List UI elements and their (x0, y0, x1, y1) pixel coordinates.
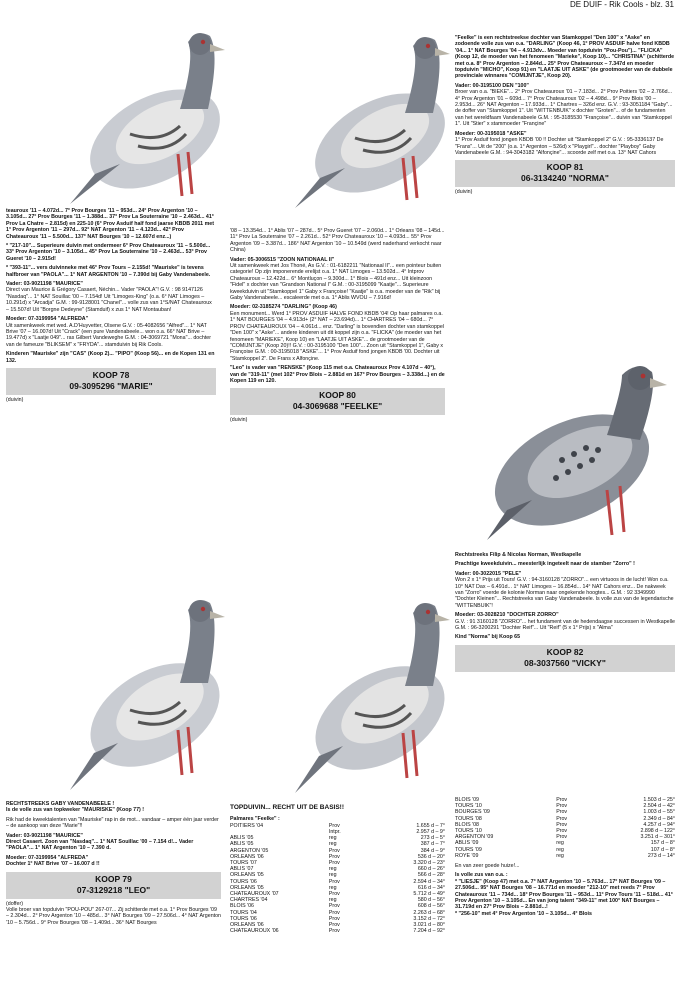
result-cell: 384 d – 9° (420, 847, 445, 854)
result-cell: 3.021 d – 80° (413, 922, 445, 929)
level-cell: reg (328, 841, 337, 848)
more-text: En van zeer goede huize!... (455, 863, 520, 870)
race-cell: TOURS '06 (230, 915, 257, 922)
marie-note: Rik had de kweektalenten van "Mauriske" rap in de mot... vandaar – amper één jaar verder – de aankoop van deze "Marie"!! (6, 816, 219, 830)
level-cell: reg (328, 884, 337, 891)
level-cell: Prov (556, 828, 568, 835)
koop-81-banner (455, 160, 675, 187)
dam-label: Moeder: 07-3199954 "ALFREDA" (6, 854, 89, 861)
race-cell: ABLIS '05 (230, 841, 254, 848)
race-cell: ORLEANS '05 (230, 872, 264, 879)
result-cell: 273 d – 5° (420, 835, 445, 842)
race-cell: POITIERS '04 (230, 822, 264, 829)
result-cell: 2.594 d – 34° (413, 878, 445, 885)
race-cell: TOURS '04 (230, 909, 257, 916)
level-cell: Prov (328, 909, 340, 916)
result-row (230, 928, 445, 934)
sister-liesje: * "LIESJE" (Koop 47) met o.a. 7° NAT Argenton '10 – 5.763d... 17° NAT Bourges '09 – 27.506d... 95° NAT Bourges '08 – 16.771d en moeder "212-10" met reeds 7° Prov Chateauroux '11 – 734d... 18° Prov Bourges '11 – 953d... 11° Prov Tours '11 – 518d... 41° Prov Argenton '10 – 3.105d... En van jong talent "349-11" met 100° NAT Bourges – 31.719d en 27° Prov Blois – 2.881d...! (455, 878, 673, 911)
results-table (455, 797, 675, 859)
level-cell: Prov (328, 878, 340, 885)
level-cell: Prov (556, 809, 568, 816)
result-cell: 7.204 d – 92° (413, 928, 445, 935)
column-1-bottom (6, 801, 221, 929)
page-header: DE DUIF - Rik Cools - blz. 31 (569, 0, 674, 9)
result-row (455, 853, 675, 859)
sire-label: Vader: 00-3022015 "PELE" (455, 570, 522, 577)
mauriske-offspring-217: * "217-10"... Superieure duivin met ondermeer 6° Prov Chateauroux '11 – 5.500d... 33° Prov Argenton '10 – 3.105d... 45° Prov La Souterraine '10 – 2.463d... 53° Prov Gueret '10 – 2.915d! (6, 243, 211, 262)
leo-dam-results: '08 – 13.354d... 1° Ablis '07 – 287d... 5° Prov Gueret '07 – 2.060d... 1° Orleans '08 – 145d... 11° Prov La Souterraine '07 – 2.261d... 52° Prov Chateauroux '10 – 4.093d... 55° Prov Argenton '09 – 3.387d... 186° NAT Argenton '10 – 10.549d (werd naderhand verkocht naar China) (230, 228, 445, 254)
race-cell: ORLEANS '06 (230, 853, 264, 860)
level-cell: Prov (556, 803, 568, 810)
race-cell: TOURS '06 (230, 878, 257, 885)
sire-text: Direct Casaert. Zoon van "Nasdaq"... 1° NAT Souillac '00 – 7.154 d!... Vader "PAOLA"... 1° NAT Argenton '10 – 7.390 d. (6, 839, 194, 852)
race-cell: TOURS '07 (230, 860, 257, 867)
result-cell: 1.503 d – 25° (643, 797, 675, 803)
level-cell: Prov (328, 860, 340, 867)
pigeon-photo-marie (60, 575, 230, 800)
koop-82-banner (455, 645, 675, 672)
race-cell: BLOIS '06 (230, 903, 254, 910)
mauriske-offspring-393: * "393-11"... vers duivinneke met 46° Prov Tours – 2.155d! "Mauriske" is tevens halfbroer van "PAOLA"... 1° NAT ARGENTON '10 – 7.390d bij Gaby Vandenabeele. (6, 265, 211, 278)
race-cell: ARGENTON '05 (230, 847, 269, 854)
level-cell: reg (328, 835, 337, 842)
race-cell: CHATEAUROUX '07 (230, 891, 279, 898)
level-cell: Prov (328, 853, 340, 860)
koop-ring: 04-3069688 "FEELKE" (292, 401, 383, 412)
koop-title: KOOP 79 (95, 873, 132, 884)
result-cell: 157 d – 8° (650, 840, 675, 847)
column-3-bottom (455, 797, 675, 920)
result-cell: 580 d – 56° (417, 897, 445, 904)
sire-text: Uit samenkweek met Jos Thoné, As G.V. : 01-6182211 "Nationaal II"... een pointeur buiten categorie! Op zijn imponerende erelijst o.a. 1° NAT Limoges – 13.502d... 4° Intprov Chateauroux – 12.422d... 6° Montluçon – 9.300d... 1° Blois – 491d enz... Uit kleinzoon "Fidel" x dochter van "Grandson National I" G.M. : 00-3195099 "Kaatje"... Superieure kweekduivin uit "Stamkoppel 1" Gaby x Françoise! "Kaatje" is o.a. moeder van de "Rik" bij Gaby Vandenabeele... escaleerde met o.a. 1° Ablis WVOU – 7.916d! (230, 263, 442, 302)
result-cell: 3.251 d – 301° (640, 834, 675, 841)
race-cell: BOURGES '09 (455, 809, 490, 816)
sister-256-10: * "256-10" met 4° Prov Argenton '10 – 3.105d... 4° Blois (455, 910, 592, 917)
dam-text: Dochter 1° NAT Brive '07 – 16.007 d !! (6, 861, 100, 868)
mauriske-children: Kinderen "Mauriske" zijn "CAS" (Koop 2)... "PIPO" (Koop 56)... en de Kopen 131 en 132. (6, 351, 215, 364)
norma-praise: Prachtige kweekduivin... meesterlijk ingeteelt naar de stamber "Zorro" ! (455, 561, 635, 568)
sex-label: (duivin) (455, 189, 473, 196)
dam-label: Moeder: 00-3195018 "ASKE" (455, 130, 527, 137)
level-cell: reg (328, 872, 337, 879)
race-cell: TOURS '10 (455, 803, 482, 810)
level-cell: Prov (328, 847, 340, 854)
koop-78-banner (6, 368, 216, 395)
dam-label: Moeder: 02-3185274 "DARLING" (Koop 46) (230, 304, 337, 311)
level-cell: Prov (328, 915, 340, 922)
norma-child: Kind "Norma" bij Koop 65 (455, 634, 521, 641)
result-cell: 608 d – 56° (417, 903, 445, 910)
result-cell: 3.152 d – 72° (413, 915, 445, 922)
koop-ring: 08-3037560 "VICKY" (524, 657, 606, 668)
sire-text: Won 2 x 1° Prijs uit Tours! G.V. : 94-3160128 "ZORRO"... een virtuoos in de lucht! Won o.a. 10° NAT Dax – 6.491d... 1° NAT Limoges – 16.854d... 14° NAT Cahors enz... De nakweek van "Zorro" voerde de kolonie Norman naar ongekende hoogtes... G.M. : 92 3349990 "Dochter Kleinen"... Rechtstreeks van Gaby Vandenabeele. Is volle zus van de legendarische "WITTENBUIK"! (455, 577, 674, 609)
level-cell: Prov (556, 797, 568, 803)
race-cell: ABLIS '09 (455, 840, 479, 847)
leo-description: Volle broer van topduivin "POU-POU" 267-07... Zij schitterde met o.a. 1° Prov Bourges '09 – 2.304d... 2° Prov Argenton '10 – 485d... 3° NAT Bourges '09 – 27.506d... 4° NAT Argenton '10 – 5.756d... 9° Prov Bourges '08 – 1.409d... 36° NAT Bourges (6, 907, 221, 926)
sister-label: Is volle zus van o.a. : (455, 872, 508, 879)
leo-offspring: "Leo" is vader van "RENSKE" (Koop 115 met o.a. Chateauroux Prov 4.107d – 40°), van de "319-11" (met 102° Prov Blois – 2.881d en 167° Prov Bourges – 3.338d...) en de Kopen 119 en 120. (230, 365, 445, 384)
mauriske-results: teauroux '11 – 4.072d... 7° Prov Bourges '11 – 953d... 24° Prov Argenton '10 – 3.105d... 27° Prov Bourges '11 – 1.388d... 37° Prov La Souterraine '10 – 2.463d... 41° Prov La Chatre – 2.815d) en 225-10 (6° Prov Asduif half fond jaarse KBDB 2011 met 1° Prov Argenton '11 – 297d... 92° NAT Argenton '11 – 4.123d... 42° Prov Chateauroux '11 – 5.500d... 137° NAT Bourges '10 – 12.607d enz...) (6, 208, 214, 240)
level-cell: reg (328, 866, 337, 873)
race-cell: ARGENTON '09 (455, 834, 494, 841)
level-cell: Prov (328, 922, 340, 929)
norma-source: Rechtstreeks Filip & Nicolas Norman, Westkapelle (455, 552, 582, 558)
level-cell: reg (556, 840, 564, 847)
column-1-top (6, 208, 216, 403)
pigeon-photo-darling (285, 18, 455, 218)
result-cell: 616 d – 34° (417, 884, 445, 891)
result-cell: 5.712 d – 49° (413, 891, 445, 898)
sex-label: (duivin) (6, 396, 24, 403)
result-row (455, 834, 675, 840)
column-3-top (455, 35, 675, 196)
race-cell: ROYE '09 (455, 852, 479, 859)
sire-label: Vader: 05-3006515 "ZOON NATIONAAL II" (230, 256, 335, 263)
sire-text: Direct van Maurice & Grégory Casaert, Néchin... Vader "PAOLA"! G.V. : 98 9147126 "Nasdaq"... 1° NAT Souillac '00 – 7.154d! Uit "Limoges-King" (o.a. 6° NAT Limoges – 10.291d) x "Arcadja" G.M. : 99-9128001 "Chanel"... volle zus van 1°S/NAT Chateauroux – 15.507d! Uit "Borgne Dedeyne" (Stamduif) x zus 1° NAT Montauban! (6, 287, 212, 313)
race-cell: ORLEANS '06 (230, 922, 264, 929)
level-cell: Prov (328, 891, 340, 898)
sex-label: (doffer) (6, 900, 23, 907)
feelke-intro: "Feelke" is een rechtstreekse dochter van Stamkoppel "Den 100" x "Aske" en zodoende volle zus van o.a. "DARLING" (Koop 46, 1° PROV ASDUIF halve fond KBDB '04... 1° NAT Bourges '04 – 4.913dv... Moeder van topduivin "Pou-Pou")... "FLICKA" (Koop 12, de moeder van het fenomeen "Marieke", Koop 10)... "CHRISTINA" (schitterde met o.a. 8° Prov Argenton – 2.844d... 25° Prov Chateauroux – 7.347d en moeder topduivin "MICHO", Koop 91) en "LAATJE UIT ASKE" (de grootmoeder van de dubbele provinciale winnares "COMIJNTJE", Koop 20). (455, 35, 675, 80)
level-cell: reg (328, 897, 337, 904)
sire-text: Broer van o.a. "BIEKE"... 2° Prov Chateauroux '01 – 7.183d... 2° Prov Poitiers '02 – 2.766d... 4° Prov Argenton '01 – 609d... 7° Prov Chateauroux '02 – 4.498d... 9° Prov Blois '00 – 2.953d... 26° NAT Argenton – 17.933d... 1° Chartres – 326d enz. G.V. : 93-3051184 "Gaby"... de doffer van "Stamkoppel 1". Uit "WITTENBUIK" x dochter "Groten"... of de fundamenten van het wereldfaam Vandenabeele G.M. : 95-3185530 "Françoise"... duivin van "Stamkoppel 1". Uit "Stier" x stammoeder "Françine" (455, 89, 673, 128)
dam-label: Moeder: 03-3028210 "DOCHTER ZORRO" (455, 612, 559, 619)
koop-title: KOOP 81 (546, 162, 584, 173)
dam-text: G.V. : 91 3160128 "ZORRO"... het fundament van de hedendaagse successen in Westkapelle G.M. : 96-3200291 "Dochter Reif"... Uit "Reif" (5 x 1° Prijs) x "Alma" (455, 618, 675, 632)
result-cell: 1.655 d – 7° (416, 822, 445, 829)
dam-text: 1° Prov Asduif fond jongen KBDB '00 !! Dochter uit "Stamkoppel 2" G.V. : 95-3336137 De "Frans"... Uit de "200" (o.a. 1° Argenton – 526d) x "Playgirl"... dochter "Playboy" Gaby Vandenabeele G.M. : 94-3043182 "Alfonçine"... scoorde zelf met o.a. 13° NAT Cahors (455, 137, 664, 156)
sire-label: Vader: 03-9021198 "MAURICE" (6, 281, 83, 288)
race-cell: TOURS '09 (455, 846, 482, 853)
dam-text: Een monument... Werd 1° PROV ASDUIF HALVE FOND KBDB '04! Op haar palmares o.a. 1° NAT BOURGES '04 – 4.913d+ (2° NAT – 23.694d)... 1° CHARTRES '04 – 680d... 7° PROV CHATEAUROUX '04 – 4.061d... enz. "Darling" is bovendien dochter van stamkoppel "Den 100" x "Aske"... andere kinderen uit dit koppel zijn o.a. "FLICKA" (de moeder van het fenomeen "MARIEKE", Koop 10) en "LAATJE UIT ASKE"... de grootmoeder van de "COMIJNTJE" (Koop 20)!! G.V. : 00-3195100 "Den 100"... Zoon uit "Stamkoppel 1", Gaby x Françoise G.M. : 00-3195018 "ASKE"... 1° Prov Asduif fond jongen KBDB '00. Dochter uit "Stamkoppel 2". De Frans x Alfonçine. (230, 310, 445, 362)
palmares-label: Palmares "Feelke" : (230, 816, 280, 823)
koop-ring: 09-3095296 "MARIE" (69, 380, 153, 391)
column-2-bottom (230, 805, 445, 934)
pigeon-photo-norma (472, 350, 682, 550)
sire-label: Vader: 03-9021198 "MAURICE" (6, 832, 83, 839)
dam-text: Uit samenkweek met wed. A.D'Huyvetter, Olsene G.V. : 05-4082656 "Alfred"... 1° NAT Brive '07 – 16.007d! Uit "Crack" (een pure Vandenabeele... won o.a. 66° NAT Brive – 19.477d) x "Laatje 049"... ras Gilbert Vandeweghe G.M. : 04-3069721 "Mona"... dochter van de fameuze "BLIKSEM" x "FRYDA"... stamduivin bij Rik Cools. (6, 322, 212, 348)
result-cell: 2.349 d – 84° (643, 815, 675, 822)
result-cell: 2.504 d – 42° (643, 803, 675, 810)
pigeon-photo-mauriske (60, 14, 230, 214)
race-cell: ABLIS '07 (230, 866, 254, 873)
koop-title: KOOP 80 (319, 390, 356, 401)
level-cell: Intpr. (328, 829, 341, 836)
race-cell: ABLIS '05 (230, 835, 254, 842)
palmares-table (230, 823, 445, 935)
result-cell: 107 d – 8° (650, 846, 675, 853)
result-cell: 387 d – 7° (420, 841, 445, 848)
koop-80-banner (230, 388, 445, 415)
sire-label: Vader: 00-3195100 DEN "100" (455, 82, 529, 89)
koop-ring: 06-3134240 "NORMA" (521, 173, 609, 184)
koop-title: KOOP 82 (546, 646, 584, 657)
column-2-top (230, 228, 445, 424)
level-cell: reg (556, 852, 564, 859)
race-cell: CHATEAUROUX '06 (230, 928, 279, 935)
sex-label: (duivin) (230, 417, 248, 424)
result-cell: 660 d – 26° (417, 866, 445, 873)
level-cell: Prov (556, 821, 568, 828)
dam-label: Moeder: 07-3199954 "ALFREDA" (6, 316, 89, 323)
result-cell: 4.257 d – 94° (643, 821, 675, 828)
result-cell: 2.957 d – 9° (416, 829, 445, 836)
result-cell: 2.263 d – 68° (413, 909, 445, 916)
result-cell: 1.003 d – 55° (643, 809, 675, 816)
koop-79-banner (6, 872, 221, 899)
level-cell: Prov (328, 928, 340, 935)
level-cell: Prov (328, 822, 340, 829)
result-cell: 566 d – 28° (417, 872, 445, 879)
race-cell: ORLEANS '05 (230, 884, 264, 891)
result-cell: 536 d – 20° (417, 853, 445, 860)
result-cell: 3.320 d – 23° (413, 860, 445, 867)
pigeon-photo-feelke (285, 578, 455, 803)
race-cell: TOURS '08 (455, 815, 482, 822)
koop-ring: 07-3129218 "LEO" (76, 884, 151, 895)
level-cell: Prov (556, 834, 568, 841)
level-cell: Prov (556, 815, 568, 822)
race-cell: BLOIS '09 (455, 797, 479, 803)
level-cell: Prov (328, 903, 340, 910)
marie-subheading: Is de volle zus van topkweker "MAURISKE" (Koop 77) ! (6, 807, 145, 814)
feelke-heading: TOPDUIVIN... RECHT UIT DE BASIS!! (230, 804, 344, 811)
marie-heading: RECHTSTREEKS GABY VANDENABEELE ! (6, 801, 115, 807)
column-3-middle (455, 552, 675, 674)
result-cell: 2.898 d – 122° (640, 828, 675, 835)
level-cell: reg (556, 846, 564, 853)
race-cell: BLOIS '08 (455, 821, 479, 828)
result-cell: 273 d – 14° (647, 852, 675, 859)
race-cell: CHARTRES '04 (230, 897, 268, 904)
race-cell: TOURS '10 (455, 828, 482, 835)
koop-title: KOOP 78 (92, 369, 130, 380)
